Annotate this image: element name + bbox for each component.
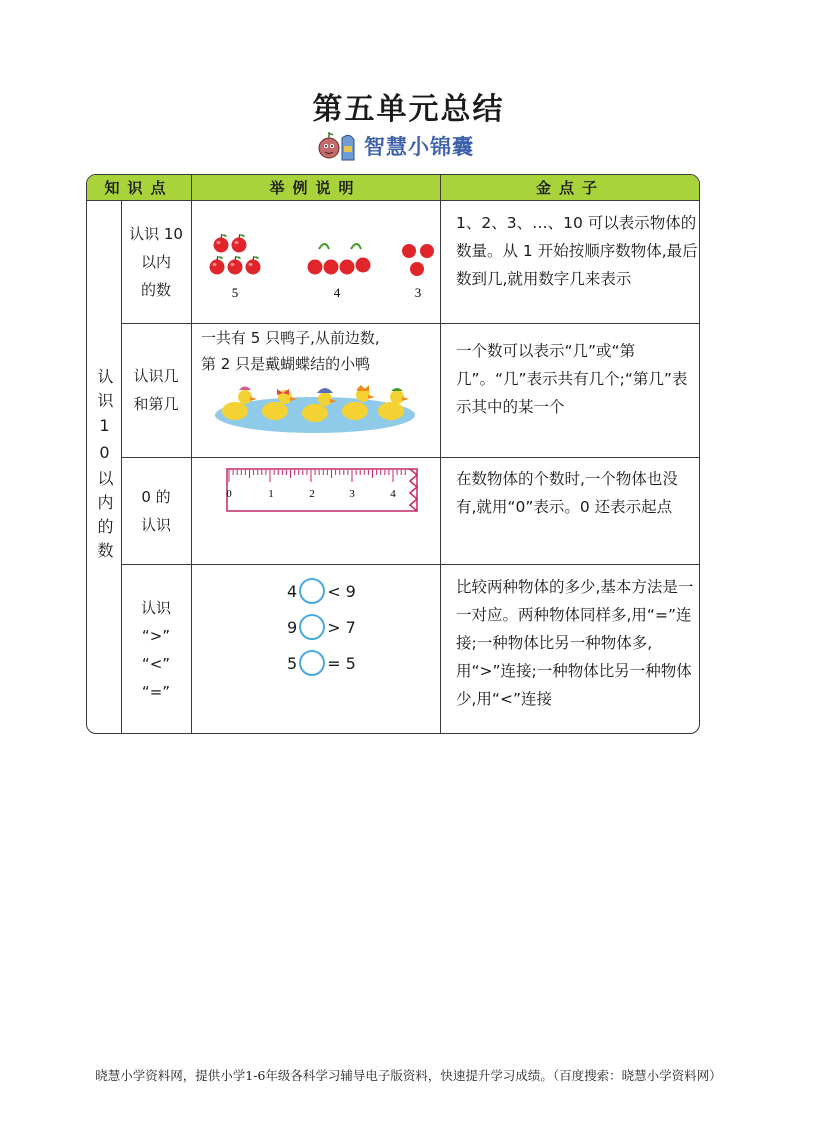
row-3-example [191, 457, 440, 564]
row-2-example [191, 323, 440, 457]
row-1-tip: 1、2、3、…、10 可以表示物体的数量。从 1 开始按顺序数物体,最后数到几,就用数字几来表示 [456, 214, 698, 288]
row-2-tip: 一个数可以表示“几”或“第几”。“几”表示共有几个;“第几”表示其中的某一个 [456, 342, 688, 416]
answer-circle[interactable] [299, 578, 325, 604]
comparison-right: > 7 [327, 617, 356, 637]
row-2-topic: 认识几 和第几 [133, 367, 179, 413]
comparison-row [287, 614, 356, 640]
page-title: 第五单元总结 [312, 92, 505, 127]
ruler-label-1: 1 [268, 488, 274, 500]
ruler-label-0: 0 [226, 488, 232, 500]
header-example: 举例说明 [191, 175, 440, 201]
comparison-right: = 5 [327, 653, 356, 673]
apple-group-5 [210, 234, 261, 275]
answer-circle[interactable] [299, 614, 325, 640]
count-label-4: 4 [333, 285, 341, 300]
category-cell [87, 201, 121, 733]
answer-circle[interactable] [299, 650, 325, 676]
ducks-illustration [191, 323, 440, 457]
subtitle-text: 智慧小锦囊 [364, 135, 474, 159]
ruler-label-4: 4 [390, 488, 396, 500]
category-label: 认识10以内的数 [95, 368, 114, 566]
mascot-icon [316, 128, 358, 164]
row-1-topic: 认识 10 以内 的数 [129, 225, 183, 299]
row-4-topic: 认识 “>” “<” “=” [140, 598, 171, 701]
ruler-label-3: 3 [349, 488, 355, 500]
header-knowledge-point: 知识点 [87, 175, 191, 201]
ruler-illustration [191, 457, 440, 564]
duck-example-text: 一共有 5 只鸭子,从前边数, 第 2 只是戴蝴蝶结的小鸭 [201, 329, 380, 373]
comparison-row [287, 578, 356, 604]
apples-illustration [191, 201, 440, 323]
ruler-label-2: 2 [309, 488, 315, 500]
row-4-tip: 比较两种物体的多少,基本方法是一一对应。两种物体同样多,用“=”连接;一种物体比另一种物体多,用“>”连接;一种物体比另一种物体少,用“<”连接 [456, 578, 694, 708]
comparison-row [287, 650, 356, 676]
section-subtitle [316, 128, 474, 164]
comparison-left: 5 [287, 653, 298, 673]
count-label-5: 5 [231, 285, 239, 300]
row-3-topic: 0 的 认识 [140, 487, 171, 534]
row-4-example [191, 564, 440, 734]
comparison-left: 9 [287, 617, 298, 637]
page-footer: 晓慧小学资料网，提供小学1-6年级各科学习辅导电子版资料，快速提升学习成绩。（百度搜索：晓慧小学资料网） [95, 1068, 722, 1083]
comparison-left: 4 [287, 581, 298, 601]
row-1-example [191, 201, 440, 323]
tomato-group-4 [308, 244, 371, 275]
summary-table [86, 174, 700, 734]
header-golden-tip: 金点子 [440, 175, 700, 201]
apple-group-3 [402, 244, 434, 276]
comparison-right: < 9 [327, 581, 356, 601]
count-label-3: 3 [414, 285, 422, 300]
row-3-tip: 在数物体的个数时,一个物体也没有,就用“0”表示。0 还表示起点 [456, 470, 678, 516]
